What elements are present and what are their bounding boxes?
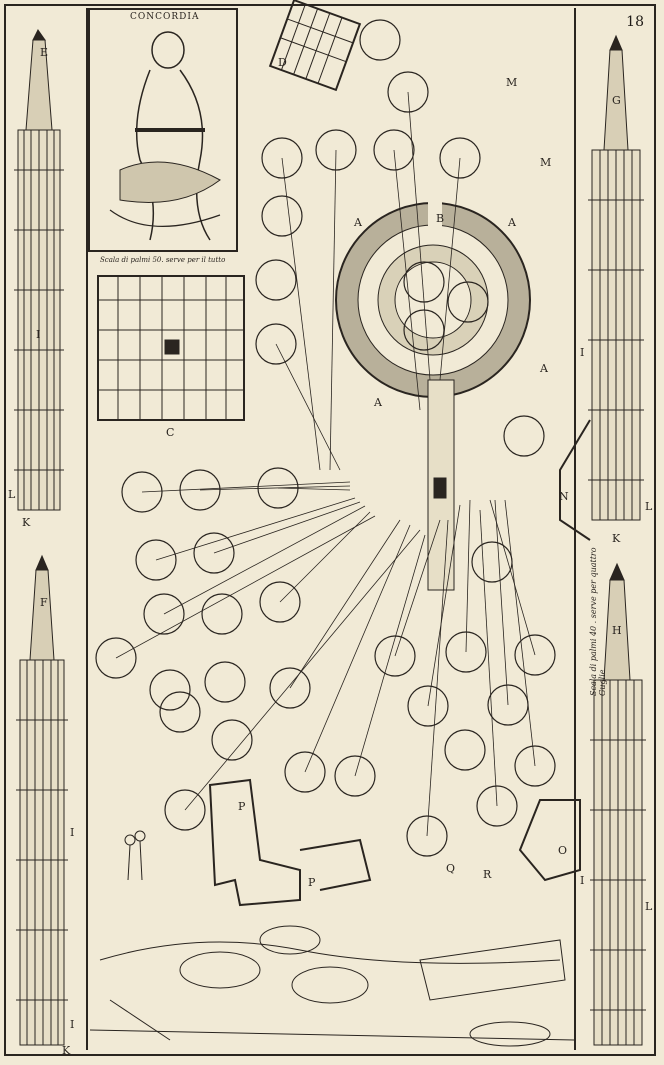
plan-label-a2: A: [508, 216, 516, 229]
capstans: [96, 20, 555, 856]
obelisk-label-i3: I: [70, 1018, 75, 1031]
plan-label-d: D: [278, 56, 287, 69]
central-obelisk-track: [428, 380, 454, 590]
plan-label-a4: A: [540, 362, 548, 375]
circular-building: [336, 200, 530, 397]
hauling-scene: [90, 831, 574, 1046]
obelisk-label-l: L: [8, 488, 16, 501]
concordia-title: CONCORDIA: [130, 12, 200, 22]
obelisk-label-i4: I: [580, 346, 585, 359]
plan-label-q: Q: [446, 862, 456, 875]
obelisk-label-k2: K: [62, 1044, 71, 1057]
concordia-scale-caption: Scala di palmi 50. serve per il tutto: [100, 256, 226, 264]
grid-platform-c: [98, 276, 244, 420]
plan-label-n: N: [559, 490, 569, 503]
plan-label-b: B: [436, 212, 445, 225]
obelisk-label-i5: I: [580, 874, 585, 887]
plan-label-c: C: [166, 426, 175, 439]
obelisk-label-i: I: [36, 328, 41, 341]
obelisk-top-left: [14, 30, 64, 510]
plan-label-a3: A: [374, 396, 382, 409]
obelisk-label-l3: L: [645, 900, 653, 913]
grid-platform-d: [270, 0, 360, 90]
plan-label-o: O: [558, 844, 568, 857]
plan-label-r: R: [483, 868, 492, 881]
obelisk-label-i2: I: [70, 826, 75, 839]
building-outlines: [210, 420, 590, 905]
obelisk-label-e: E: [40, 46, 49, 59]
ropes: [116, 92, 535, 836]
obelisk-label-k3: K: [612, 532, 621, 545]
obelisk-label-k: K: [22, 516, 31, 529]
plan-label-m2: M: [540, 156, 552, 169]
obelisk-top-right: [588, 36, 644, 520]
obelisk-label-l2: L: [645, 500, 653, 513]
plan-label-a: A: [354, 216, 362, 229]
page-number: 18: [626, 14, 644, 30]
obelisk-label-g: G: [612, 94, 621, 107]
plan-label-p: P: [238, 800, 246, 813]
right-scale-caption: Scala di palmi 40 . serve per quattro Guglie: [589, 547, 607, 696]
obelisk-label-h: H: [612, 624, 622, 637]
obelisk-label-f: F: [40, 596, 48, 609]
plan-label-m: M: [506, 76, 518, 89]
obelisk-bottom-left: [16, 556, 68, 1045]
plan-label-p2: P: [308, 876, 316, 889]
